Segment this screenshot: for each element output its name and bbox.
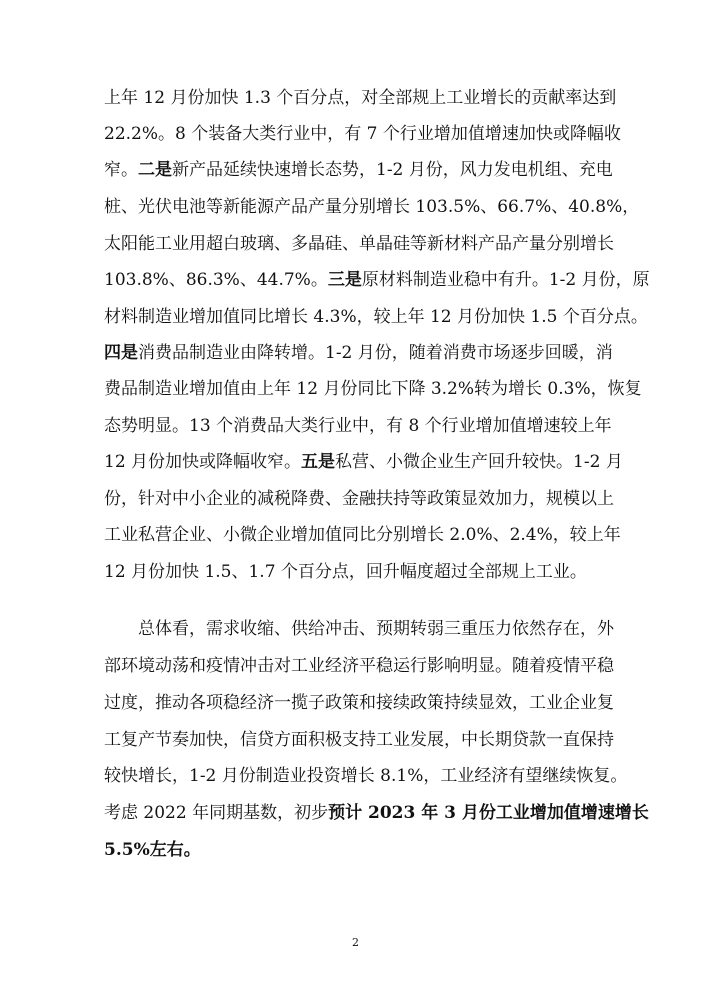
text-segment: 消费品制造业由降转增。1-2 月份，随着消费市场逐步回暖，消 [138,343,613,363]
emphasis-text: 预计 2023 年 3 月份工业增加值增速增长 [328,803,649,823]
text-segment: 上年 12 月份加快 1.3 个百分点，对全部规上工业增长的贡献率达到 [104,88,617,108]
text-line [104,481,614,517]
text-line [104,554,609,590]
text-segment: 较快增长，1-2 月份制造业投资增长 8.1%，工业经济有望继续恢复。 [104,766,628,786]
text-line [104,226,614,262]
text-segment: 窄。 [104,160,138,180]
text-line [104,116,621,152]
text-segment: 工业私营企业、小微企业增加值同比分别增长 2.0%、2.4%，较上年 [104,525,621,545]
text-line [104,371,642,407]
text-segment: 材料制造业增加值同比增长 4.3%，较上年 12 月份加快 1.5 个百分点。 [104,307,648,327]
text-line [104,189,640,225]
text-line [104,517,621,553]
text-line [104,408,612,444]
text-line [104,335,613,371]
text-line [104,262,650,298]
text-segment: 费品制造业增加值由上年 12 月份同比下降 3.2%转为增长 0.3%，恢复 [104,379,642,399]
text-line [104,152,613,188]
emphasis-text: 5.5%左右。 [104,840,201,860]
text-line [104,444,623,480]
text-segment: 12 月份加快 1.5、1.7 个百分点，回升幅度超过全部规上工业。 [104,562,587,582]
text-segment: 103.8%、86.3%、44.7%。 [104,270,328,290]
text-segment: 桩、光伏电池等新能源产品产量分别增长 103.5%、66.7%、40.8%， [104,197,640,217]
emphasis-text: 五是 [301,452,336,472]
emphasis-text: 三是 [327,270,362,290]
text-segment: 原材料制造业稳中有升。1-2 月份，原 [361,270,650,290]
text-line [104,299,648,335]
text-segment: 太阳能工业用超白玻璃、多晶硅、单晶硅等新材料产品产量分别增长 [104,234,614,254]
text-line [138,611,614,647]
emphasis-text: 四是 [104,343,138,363]
text-line [104,685,614,721]
text-line [104,758,628,794]
text-segment: 工复产节奏加快，信贷方面积极支持工业发展，中长期贷款一直保持 [104,730,614,750]
text-segment: 部环境动荡和疫情冲击对工业经济平稳运行影响明显。随着疫情平稳 [104,656,614,676]
text-segment: 22.2%。8 个装备大类行业中，有 7 个行业增加值增速加快或降幅收 [104,124,621,144]
page-number: 2 [352,936,359,949]
text-segment: 12 月份加快或降幅收窄。 [104,452,302,472]
text-segment: 过度，推动各项稳经济一揽子政策和接续政策持续显效，工业企业复 [104,693,614,713]
text-line [104,722,614,758]
text-segment: 态势明显。13 个消费品大类行业中，有 8 个行业增加值增速较上年 [104,416,612,436]
text-line [104,795,649,831]
text-segment: 私营、小微企业生产回升较快。1-2 月 [335,452,623,472]
text-line [104,648,614,684]
emphasis-text: 二是 [138,160,172,180]
text-segment: 份，针对中小企业的减税降费、金融扶持等政策显效加力，规模以上 [104,489,614,509]
text-segment: 总体看，需求收缩、供给冲击、预期转弱三重压力依然存在，外 [138,619,614,639]
text-segment: 考虑 2022 年同期基数，初步 [104,803,329,823]
text-segment: 新产品延续快速增长态势，1-2 月份，风力发电机组、充电 [172,160,613,180]
text-line [104,832,609,868]
text-line [104,80,617,116]
